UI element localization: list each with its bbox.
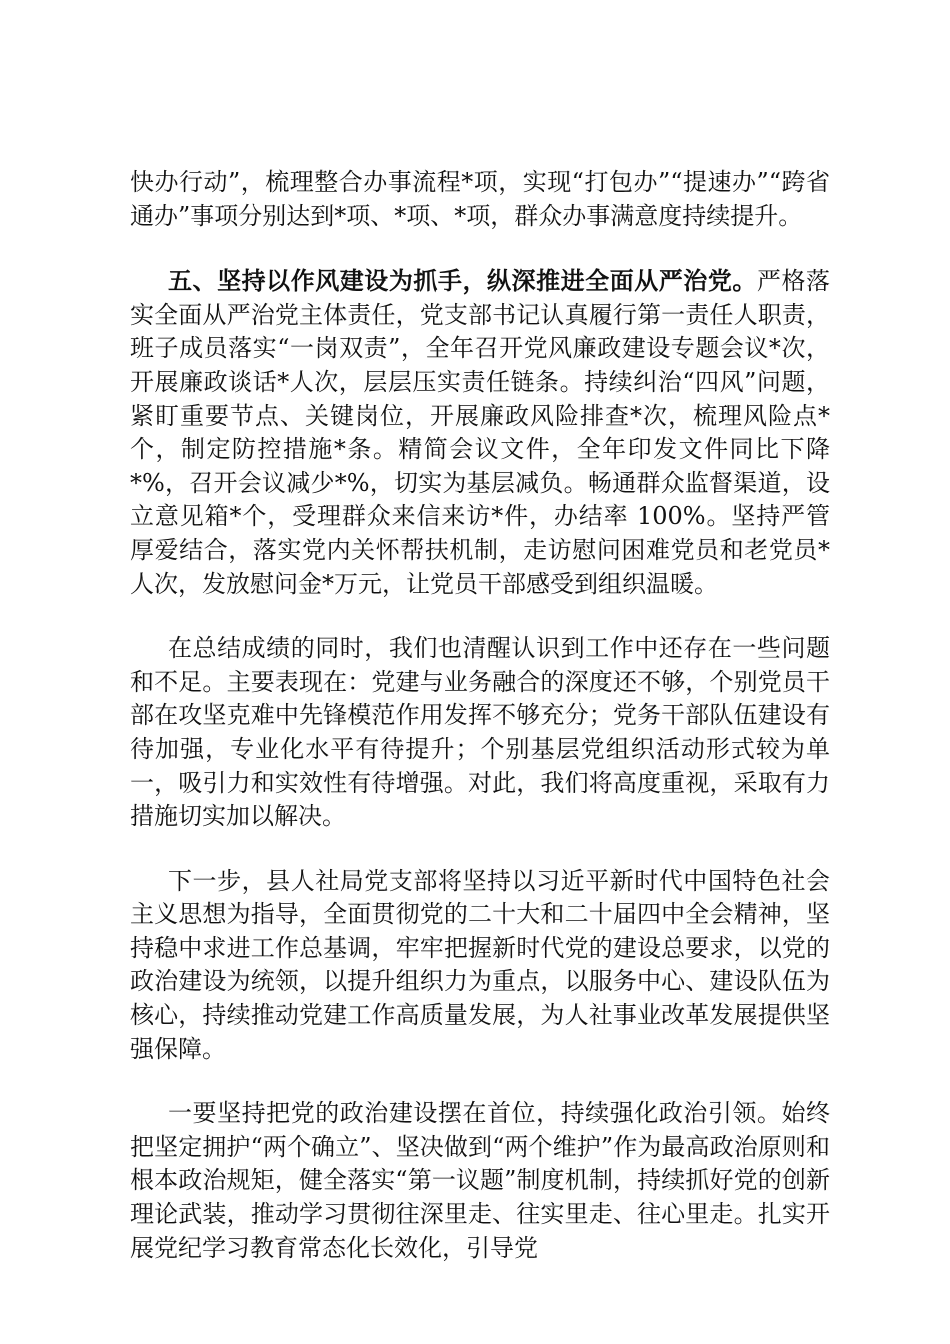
paragraph-text: 快办行动”，梳理整合办事流程*项，实现“打包办”“提速办”“跨省通办”事项分别达到*项、*项、*项，群众办事满意度持续提升。 — [130, 168, 830, 230]
paragraph-text: 严格落实全面从严治党主体责任，党支部书记认真履行第一责任人职责，班子成员落实“一岗双责”，全年召开党风廉政建设专题会议*次，开展廉政谈话*人次，层层压实责任链条。持续纠治“四风”问题，紧盯重要节点、关键岗位，开展廉政风险排查*次，梳理风险点*个，制定防控措施*条。精简会议文件，全年印发文件同比下降*%，召开会议减少*%，切实为基层减负。畅通群众监督渠道，设立意见箱*个，受理群众来信来访*件，办结率 100%。坚持严管厚爱结合，落实党内关怀帮扶机制，走访慰问困难党员和老党员*人次，发放慰问金*万元，让党员干部感受到组织温暖。 — [130, 267, 830, 598]
paragraph-section-five — [130, 264, 830, 601]
document-body — [130, 166, 830, 1296]
paragraph-next-steps — [130, 865, 830, 1067]
paragraph-text: 在总结成绩的同时，我们也清醒认识到工作中还存在一些问题和不足。主要表现在：党建与业务融合的深度还不够，个别党员干部在攻坚克难中先锋模范作用发挥不够充分；党务干部队伍建设有待加强，专业化水平有待提升；个别基层党组织活动形式较为单一，吸引力和实效性有待增强。对此，我们将高度重视，采取有力措施切实加以解决。 — [130, 634, 830, 831]
paragraph-continuation — [130, 166, 830, 233]
paragraph-text: 下一步，县人社局党支部将坚持以习近平新时代中国特色社会主义思想为指导，全面贯彻党的二十大和二十届四中全会精神，坚持稳中求进工作总基调，牢牢把握新时代党的建设总要求，以党的政治建设为统领，以提升组织力为重点，以服务中心、建设队伍为核心，持续推动党建工作高质量发展，为人社事业改革发展提供坚强保障。 — [130, 866, 830, 1063]
paragraph-problems — [130, 632, 830, 834]
section-heading: 五、坚持以作风建设为抓手，纵深推进全面从严治党。 — [168, 266, 757, 296]
paragraph-text: 一要坚持把党的政治建设摆在首位，持续强化政治引领。始终把坚定拥护“两个确立”、坚决做到“两个维护”作为最高政治原则和根本政治规矩，健全落实“第一议题”制度机制，持续抓好党的创新理论武装，推动学习贯彻往深里走、往实里走、往心里走。扎实开展党纪学习教育常态化长效化，引导党 — [130, 1099, 830, 1262]
paragraph-political-building — [130, 1097, 830, 1265]
